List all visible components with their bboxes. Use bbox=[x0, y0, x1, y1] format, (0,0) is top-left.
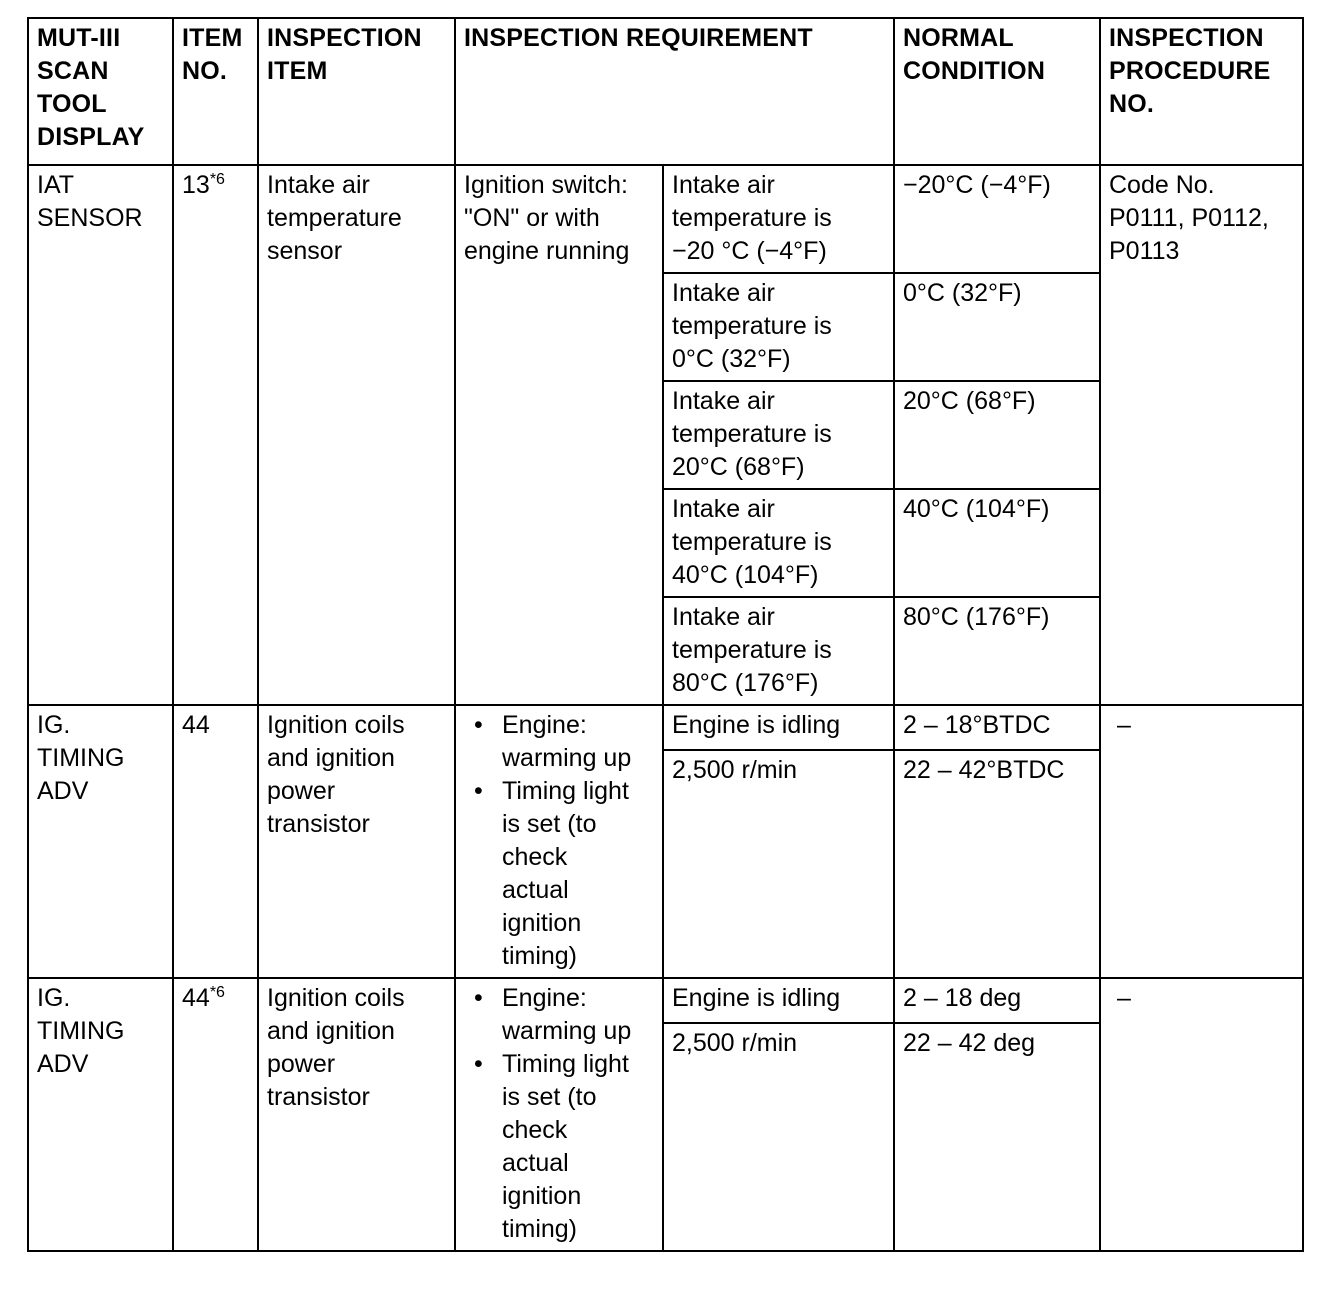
cell-requirement bbox=[455, 978, 663, 1251]
header-normal-condition: NORMAL CONDITION bbox=[894, 18, 1100, 165]
cell-inspection-item: Ignition coils and ignition power transistor bbox=[258, 978, 455, 1251]
table-row bbox=[28, 705, 1303, 750]
cell-sub-requirement: Intake air temperature is 40°C (104°F) bbox=[663, 489, 894, 597]
cell-procedure-no: – bbox=[1100, 705, 1303, 978]
header-inspection-requirement: INSPECTION REQUIREMENT bbox=[455, 18, 894, 165]
cell-normal-condition: 20°C (68°F) bbox=[894, 381, 1100, 489]
list-item: • Timing light is set (to check actual ignition timing) bbox=[464, 1048, 654, 1246]
table-row bbox=[28, 978, 1303, 1023]
cell-display: IG. TIMING ADV bbox=[28, 705, 173, 978]
cell-requirement bbox=[455, 705, 663, 978]
list-item: • Timing light is set (to check actual ignition timing) bbox=[464, 775, 654, 973]
cell-normal-condition: 2 – 18°BTDC bbox=[894, 705, 1100, 750]
requirement-bullet-list bbox=[464, 709, 654, 973]
cell-normal-condition: 0°C (32°F) bbox=[894, 273, 1100, 381]
cell-procedure-no: – bbox=[1100, 978, 1303, 1251]
header-row bbox=[28, 18, 1303, 165]
inspection-spec-table bbox=[27, 17, 1304, 1252]
requirement-bullet-list bbox=[464, 982, 654, 1246]
cell-sub-requirement: Engine is idling bbox=[663, 978, 894, 1023]
cell-item-no: 13$^{*6}$ bbox=[173, 165, 258, 705]
cell-inspection-item: Intake air temperature sensor bbox=[258, 165, 455, 705]
cell-requirement: Ignition switch: "ON" or with engine running bbox=[455, 165, 663, 705]
cell-sub-requirement: Intake air temperature is 80°C (176°F) bbox=[663, 597, 894, 705]
cell-inspection-item: Ignition coils and ignition power transistor bbox=[258, 705, 455, 978]
header-item-no: ITEM NO. bbox=[173, 18, 258, 165]
cell-normal-condition: 2 – 18 deg bbox=[894, 978, 1100, 1023]
cell-sub-requirement: Intake air temperature is 0°C (32°F) bbox=[663, 273, 894, 381]
cell-sub-requirement: 2,500 r/min bbox=[663, 1023, 894, 1251]
cell-sub-requirement: Engine is idling bbox=[663, 705, 894, 750]
table-row bbox=[28, 165, 1303, 273]
cell-sub-requirement: Intake air temperature is 20°C (68°F) bbox=[663, 381, 894, 489]
cell-item-no: 44$^{*6}$ bbox=[173, 978, 258, 1251]
header-inspection-procedure-no: INSPECTION PROCEDURE NO. bbox=[1100, 18, 1303, 165]
cell-sub-requirement: 2,500 r/min bbox=[663, 750, 894, 978]
cell-normal-condition: −20°C (−4°F) bbox=[894, 165, 1100, 273]
cell-item-no: 44 bbox=[173, 705, 258, 978]
list-item: • Engine: warming up bbox=[464, 709, 654, 775]
cell-display: IAT SENSOR bbox=[28, 165, 173, 705]
cell-display: IG. TIMING ADV bbox=[28, 978, 173, 1251]
header-scan-tool-display: MUT-III SCAN TOOL DISPLAY bbox=[28, 18, 173, 165]
cell-normal-condition: 80°C (176°F) bbox=[894, 597, 1100, 705]
cell-normal-condition: 40°C (104°F) bbox=[894, 489, 1100, 597]
cell-normal-condition: 22 – 42°BTDC bbox=[894, 750, 1100, 978]
cell-procedure-no: Code No. P0111, P0112, P0113 bbox=[1100, 165, 1303, 705]
header-inspection-item: INSPECTION ITEM bbox=[258, 18, 455, 165]
cell-sub-requirement: Intake air temperature is −20 °C (−4°F) bbox=[663, 165, 894, 273]
cell-normal-condition: 22 – 42 deg bbox=[894, 1023, 1100, 1251]
list-item: • Engine: warming up bbox=[464, 982, 654, 1048]
